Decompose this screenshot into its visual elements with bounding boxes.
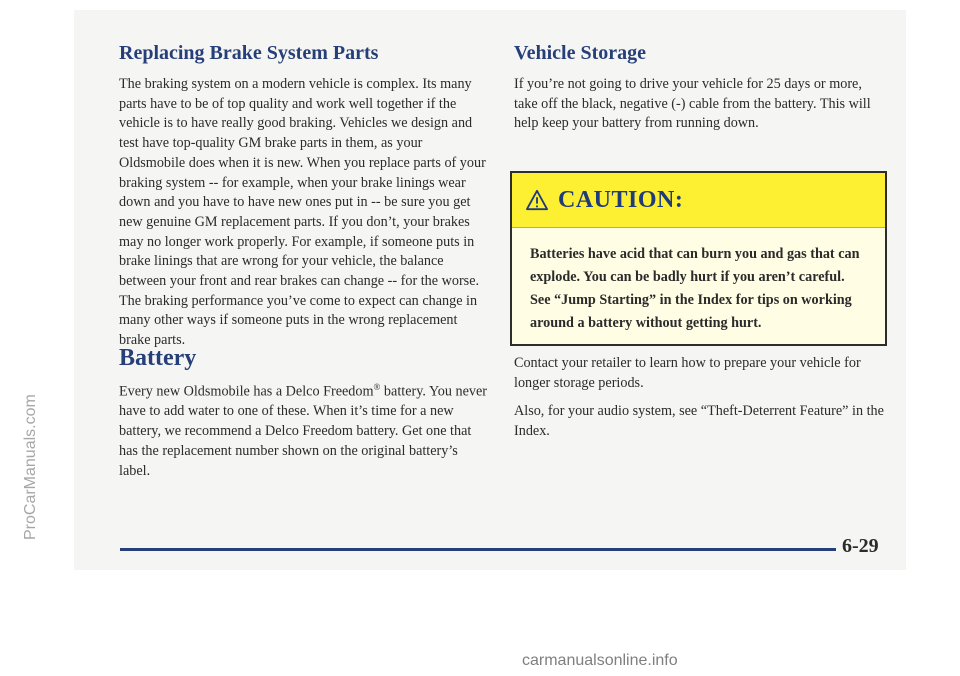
caution-text: Batteries have acid that can burn you and gas that can explode. You can be badly hurt if you aren’t careful. See “Jump Starting” in the Index for tips on working around a battery without getting hurt. — [530, 246, 860, 331]
warning-triangle-icon — [526, 189, 548, 211]
brake-heading: Replacing Brake System Parts — [119, 42, 379, 64]
brake-section — [119, 42, 489, 351]
battery-paragraph — [119, 378, 489, 481]
caution-title: CAUTION: — [558, 186, 684, 213]
page-number: 6-29 — [842, 535, 879, 557]
audio-paragraph: Also, for your audio system, see “Theft-Deterrent Feature” in the Index. — [514, 403, 884, 440]
brake-paragraph: The braking system on a modern vehicle is complex. Its many parts have to be of top quality and work well together if the vehicle is to have really good braking. Vehicles we design and test have top-quality GM brake parts in them, as your Oldsmobile does when it is new. When you replace parts of your braking system -- for example, when your brake linings wear down and you have to have new ones put in -- be sure you get new genuine GM replacement parts. If you don’t, your brakes may no longer work properly. For example, if someone puts in brake linings that are wrong for your vehicle, the balance between your front and rear brakes can change -- for the worse. The braking performance you’ve come to expect can change in many other ways if someone puts in the wrong replacement brake parts. — [119, 76, 486, 349]
battery-heading: Battery — [119, 345, 197, 371]
side-watermark — [4, 120, 39, 540]
battery-text-part-1: Every new Oldsmobile has a Delco Freedom — [119, 383, 374, 400]
registered-mark: ® — [373, 382, 381, 392]
retailer-paragraph: Contact your retailer to learn how to prepare your vehicle for longer storage periods. — [514, 355, 861, 391]
watermark-text-left: ProCarManuals.com — [22, 394, 39, 540]
caution-header — [512, 173, 885, 228]
storage-heading: Vehicle Storage — [514, 42, 647, 64]
caution-box — [510, 171, 887, 346]
storage-followup — [514, 354, 884, 442]
watermark-text-bottom: carmanualsonline.info — [522, 652, 678, 669]
battery-section — [119, 345, 489, 481]
storage-paragraph: If you’re not going to drive your vehicle for 25 days or more, take off the black, negative (-) cable from the battery. This will help keep your battery from running down. — [514, 76, 871, 132]
footer-rule — [120, 548, 836, 551]
battery-text-part-2: battery. You never have to add water to one of these. When it’s time for a new battery, we recommend a Delco Freedom battery. Get one that has the replacement number shown on the original battery’s label. — [119, 383, 488, 479]
storage-section — [514, 42, 884, 134]
